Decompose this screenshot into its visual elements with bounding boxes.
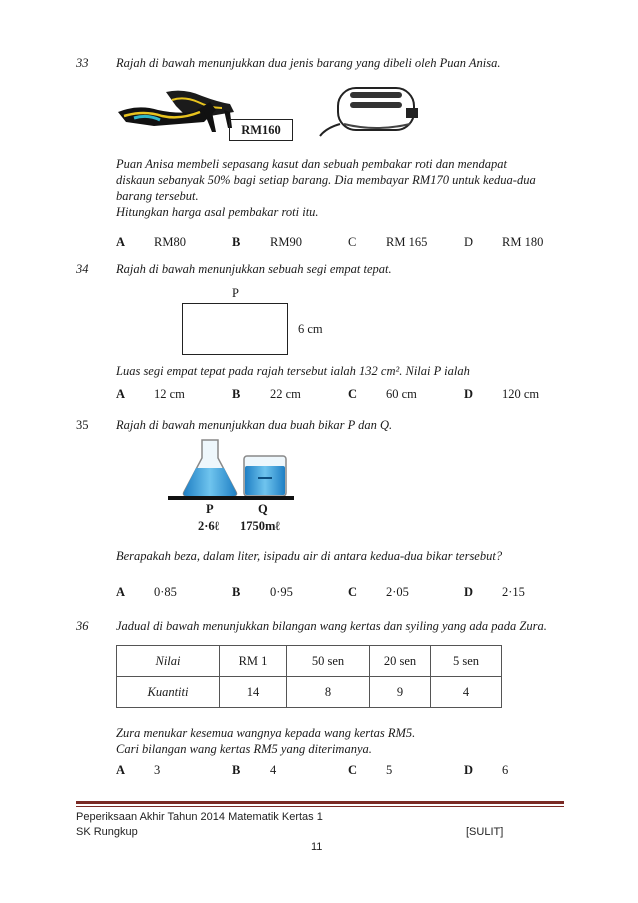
q34-option-c-letter: C: [348, 387, 358, 401]
q34-option-a-letter: A: [116, 387, 126, 401]
footer-school: SK Rungkup: [76, 826, 138, 838]
q36-option-c-letter: C: [348, 763, 358, 777]
table-cell: 4: [431, 677, 502, 708]
q33-option-a-letter: A: [116, 235, 126, 249]
toaster-image: [316, 80, 424, 138]
footer-rule-thin: [76, 806, 564, 807]
q34-option-b-value: 22 cm: [270, 387, 301, 401]
footer-exam-title: Peperiksaan Akhir Tahun 2014 Matematik Kertas 1: [76, 811, 323, 823]
q34-option-a-value: 12 cm: [154, 387, 185, 401]
table-row: [117, 677, 502, 708]
q33-option-d-value: RM 180: [502, 235, 544, 249]
beaker-volume-p: 2·6ℓ: [198, 519, 220, 533]
question-33-stem: Rajah di bawah menunjukkan dua jenis barang yang dibeli oleh Puan Anisa.: [116, 56, 501, 70]
q35-option-b-letter: B: [232, 585, 241, 599]
table-cell: 14: [220, 677, 287, 708]
q33-option-c-letter: C: [348, 235, 357, 249]
question-33-para-3: barang tersebut.: [116, 189, 199, 203]
q34-option-b-letter: B: [232, 387, 241, 401]
q34-option-c-value: 60 cm: [386, 387, 417, 401]
table-cell: RM 1: [220, 646, 287, 677]
beaker-volume-q: 1750mℓ: [240, 519, 281, 533]
table-cell: 9: [370, 677, 431, 708]
question-33-para-4: Hitungkan harga asal pembakar roti itu.: [116, 205, 319, 219]
q33-option-c-value: RM 165: [386, 235, 428, 249]
q36-option-b-value: 4: [270, 763, 277, 777]
question-36-stem: Jadual di bawah menunjukkan bilangan wang kertas dan syiling yang ada pada Zura.: [116, 619, 547, 633]
question-34-question: Luas segi empat tepat pada rajah tersebut ialah 132 cm². Nilai P ialah: [116, 364, 470, 378]
question-35-question: Berapakah beza, dalam liter, isipadu air di antara kedua-dua bikar tersebut?: [116, 549, 503, 563]
q33-option-b-value: RM90: [270, 235, 302, 249]
q35-option-d-value: 2·15: [502, 585, 525, 599]
page-number: 11: [311, 841, 323, 853]
rectangle-label-side: 6 cm: [298, 322, 323, 336]
question-33-number: 33: [76, 56, 89, 70]
question-36-number: 36: [76, 619, 89, 633]
q36-option-a-letter: A: [116, 763, 126, 777]
q35-option-b-value: 0·95: [270, 585, 293, 599]
question-36-line-2: Cari bilangan wang kertas RM5 yang diterimanya.: [116, 742, 372, 756]
q36-option-d-letter: D: [464, 763, 474, 777]
q33-option-d-letter: D: [464, 235, 474, 249]
question-34-stem: Rajah di bawah menunjukkan sebuah segi empat tepat.: [116, 262, 392, 276]
table-cell: Nilai: [117, 646, 220, 677]
q36-option-c-value: 5: [386, 763, 393, 777]
table-cell: 50 sen: [287, 646, 370, 677]
q33-option-b-letter: B: [232, 235, 241, 249]
table-cell: 5 sen: [431, 646, 502, 677]
q34-option-d-letter: D: [464, 387, 474, 401]
shoes-image: [114, 82, 240, 134]
q33-option-a-value: RM80: [154, 235, 186, 249]
q35-option-a-value: 0·85: [154, 585, 177, 599]
rectangle-label-p: P: [232, 286, 239, 300]
q35-option-d-letter: D: [464, 585, 474, 599]
beaker-label-q: Q: [258, 502, 268, 516]
table-cell: 8: [287, 677, 370, 708]
question-35-stem: Rajah di bawah menunjukkan dua buah bikar P dan Q.: [116, 418, 393, 432]
q35-option-c-value: 2·05: [386, 585, 409, 599]
question-34-number: 34: [76, 262, 89, 276]
price-tag: RM160: [229, 119, 293, 141]
q35-option-a-letter: A: [116, 585, 126, 599]
question-36-line-1: Zura menukar kesemua wangnya kepada wang kertas RM5.: [116, 726, 416, 740]
footer-rule-thick: [76, 801, 564, 804]
beaker-label-p: P: [206, 502, 214, 516]
q34-option-d-value: 120 cm: [502, 387, 540, 401]
q36-option-a-value: 3: [154, 763, 161, 777]
q36-option-d-value: 6: [502, 763, 509, 777]
question-33-para-1: Puan Anisa membeli sepasang kasut dan sebuah pembakar roti dan mendapat: [116, 157, 507, 171]
question-33-para-2: diskaun sebanyak 50% bagi setiap barang. Dia membayar RM170 untuk kedua-dua: [116, 173, 536, 187]
q36-option-b-letter: B: [232, 763, 241, 777]
table-row-header: [117, 646, 502, 677]
table-cell: Kuantiti: [117, 677, 220, 708]
q35-option-c-letter: C: [348, 585, 358, 599]
beakers-image: [168, 438, 294, 500]
question-35-number: 35: [76, 418, 89, 432]
money-table: [116, 645, 502, 708]
table-cell: 20 sen: [370, 646, 431, 677]
rectangle-shape: [182, 303, 288, 355]
footer-classification: [SULIT]: [466, 826, 504, 838]
